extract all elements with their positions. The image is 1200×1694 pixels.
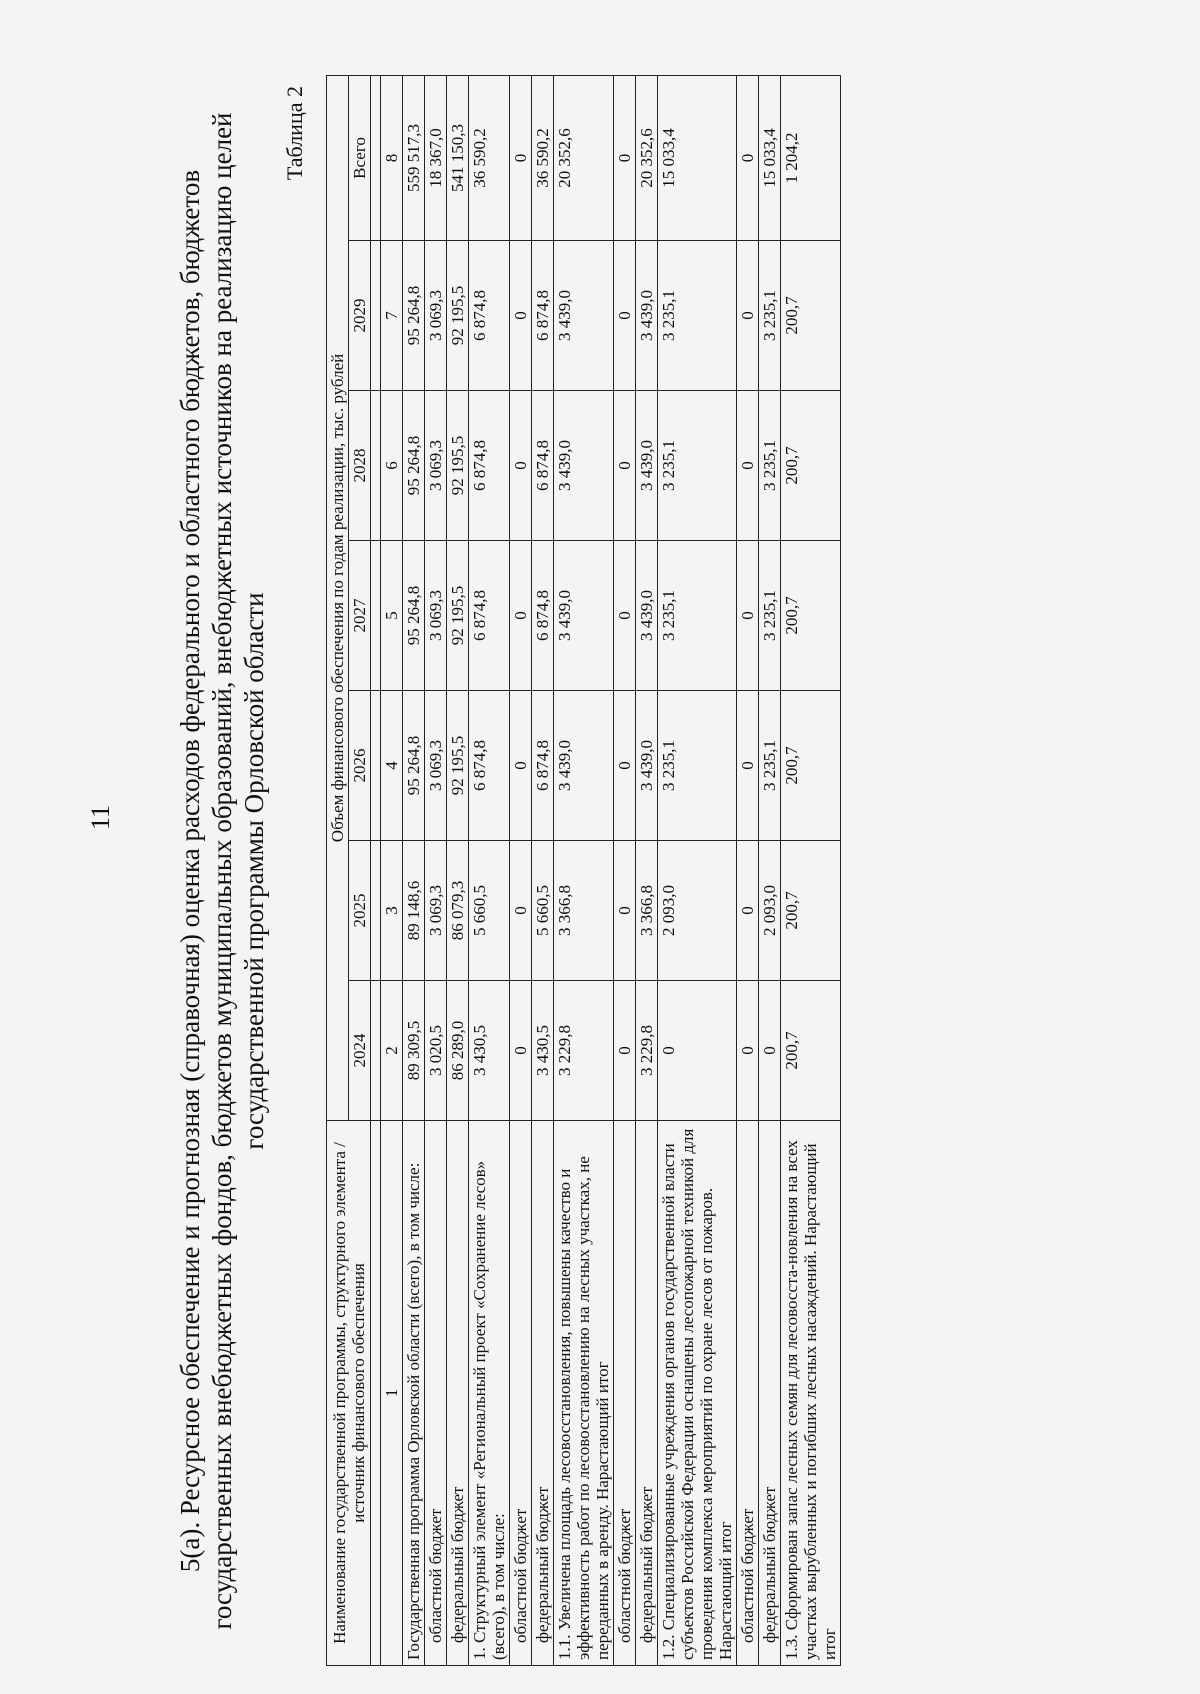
row-label: 1.3. Сформирован запас лесных семян для лесовосста-новления на всех участках вырубленных и погибших лесных насаждений. Нарастающий итог (781, 1121, 841, 1666)
table-row (469, 75, 510, 1665)
row-total-cell: 0 (510, 75, 532, 240)
row-total-cell: 36 590,2 (469, 75, 510, 240)
table-caption: Таблица 2 (282, 86, 307, 181)
row-value-cell: 3 430,5 (469, 981, 510, 1121)
row-value-cell: 6 874,8 (469, 541, 510, 691)
row-value-cell: 3 069,3 (425, 241, 447, 391)
row-value-cell: 3 020,5 (425, 981, 447, 1121)
header-year: 2029 (349, 241, 371, 391)
row-value-cell: 3 235,1 (658, 691, 737, 841)
row-label: федеральный бюджет (447, 1121, 469, 1666)
table-row (781, 75, 841, 1665)
column-number: 4 (381, 691, 403, 841)
row-value-cell: 3 069,3 (425, 391, 447, 541)
row-value-cell: 0 (614, 541, 636, 691)
row-value-cell: 200,7 (781, 241, 841, 391)
row-value-cell: 0 (510, 981, 532, 1121)
row-value-cell: 3 235,1 (759, 691, 781, 841)
table-row (737, 75, 759, 1665)
row-value-cell: 0 (737, 981, 759, 1121)
spacer-row (371, 75, 381, 1665)
row-value-cell: 0 (510, 241, 532, 391)
row-value-cell: 3 235,1 (658, 241, 737, 391)
row-value-cell: 89 148,6 (403, 841, 425, 981)
row-total-cell: 541 150,3 (447, 75, 469, 240)
column-number: 7 (381, 241, 403, 391)
row-value-cell: 3 069,3 (425, 841, 447, 981)
row-value-cell: 0 (614, 981, 636, 1121)
row-value-cell: 6 874,8 (469, 391, 510, 541)
row-value-cell: 92 195,5 (447, 691, 469, 841)
row-value-cell: 3 366,8 (554, 841, 614, 981)
row-value-cell: 0 (737, 841, 759, 981)
row-value-cell: 0 (614, 841, 636, 981)
row-value-cell: 86 289,0 (447, 981, 469, 1121)
row-total-cell: 18 367,0 (425, 75, 447, 240)
row-value-cell: 3 235,1 (658, 391, 737, 541)
table-row (425, 75, 447, 1665)
row-value-cell: 2 093,0 (658, 841, 737, 981)
row-value-cell: 200,7 (781, 981, 841, 1121)
table-row (447, 75, 469, 1665)
row-value-cell: 95 264,8 (403, 691, 425, 841)
table-row (532, 75, 554, 1665)
row-value-cell: 3 430,5 (532, 981, 554, 1121)
row-value-cell: 6 874,8 (532, 541, 554, 691)
table-body (403, 75, 841, 1665)
row-value-cell: 3 439,0 (554, 241, 614, 391)
row-value-cell: 5 660,5 (532, 841, 554, 981)
row-value-cell: 89 309,5 (403, 981, 425, 1121)
column-number: 1 (381, 1121, 403, 1666)
column-number-row (381, 75, 403, 1665)
header-row-top (327, 75, 349, 1665)
row-value-cell: 3 439,0 (636, 391, 658, 541)
row-value-cell: 3 235,1 (759, 391, 781, 541)
row-value-cell: 3 069,3 (425, 691, 447, 841)
header-volume: Объем финансового обеспечения по годам реализации, тыс. рублей (327, 75, 349, 1120)
row-value-cell: 5 660,5 (469, 841, 510, 981)
row-label: областной бюджет (614, 1121, 636, 1666)
header-year: 2025 (349, 841, 371, 981)
page-number: 11 (86, 804, 115, 830)
row-label: областной бюджет (510, 1121, 532, 1666)
rotated-page-content (174, 76, 841, 1666)
row-value-cell: 0 (614, 241, 636, 391)
table-row (759, 75, 781, 1665)
header-year: 2026 (349, 691, 371, 841)
row-value-cell: 0 (510, 541, 532, 691)
row-total-cell: 36 590,2 (532, 75, 554, 240)
row-label: Государственная программа Орловской области (всего), в том числе: (403, 1121, 425, 1666)
row-value-cell: 0 (658, 981, 737, 1121)
row-value-cell: 6 874,8 (532, 691, 554, 841)
column-number: 2 (381, 981, 403, 1121)
row-value-cell: 0 (737, 691, 759, 841)
row-label: федеральный бюджет (532, 1121, 554, 1666)
budget-table (326, 75, 841, 1666)
row-value-cell: 3 439,0 (636, 691, 658, 841)
table-row (554, 75, 614, 1665)
row-value-cell: 6 874,8 (532, 391, 554, 541)
row-value-cell: 3 235,1 (759, 241, 781, 391)
row-label: 1.2. Специализированные учреждения органов государственной власти субъектов Российской Федерации оснащены лесопожарной техникой для проведения комплекса мероприятий по охране лесов от пожаров. Нарастающий итог (658, 1121, 737, 1666)
row-value-cell: 86 079,3 (447, 841, 469, 981)
row-total-cell: 15 033,4 (658, 75, 737, 240)
row-label: 1.1. Увеличена площадь лесовосстановления, повышены качество и эффективность работ по лесовосстановлению на лесных участках, не переданных в аренду. Нарастающий итог (554, 1121, 614, 1666)
column-number: 3 (381, 841, 403, 981)
row-value-cell: 200,7 (781, 391, 841, 541)
table-row (403, 75, 425, 1665)
row-value-cell: 0 (510, 691, 532, 841)
row-value-cell: 2 093,0 (759, 841, 781, 981)
row-value-cell: 92 195,5 (447, 241, 469, 391)
row-value-cell: 0 (614, 391, 636, 541)
row-label: областной бюджет (425, 1121, 447, 1666)
row-value-cell: 0 (759, 981, 781, 1121)
row-value-cell: 95 264,8 (403, 541, 425, 691)
row-value-cell: 3 439,0 (636, 541, 658, 691)
row-value-cell: 3 229,8 (554, 981, 614, 1121)
row-value-cell: 0 (737, 241, 759, 391)
row-value-cell: 92 195,5 (447, 391, 469, 541)
row-value-cell: 3 439,0 (636, 241, 658, 391)
header-year: 2028 (349, 391, 371, 541)
row-value-cell: 200,7 (781, 541, 841, 691)
row-label: областной бюджет (737, 1121, 759, 1666)
row-value-cell: 3 235,1 (759, 541, 781, 691)
column-number: 5 (381, 541, 403, 691)
header-year: 2024 (349, 981, 371, 1121)
row-total-cell: 20 352,6 (636, 75, 658, 240)
row-value-cell: 3 069,3 (425, 541, 447, 691)
row-value-cell: 95 264,8 (403, 241, 425, 391)
column-number: 6 (381, 391, 403, 541)
row-total-cell: 559 517,3 (403, 75, 425, 240)
row-value-cell: 6 874,8 (469, 691, 510, 841)
row-value-cell: 0 (510, 841, 532, 981)
row-total-cell: 0 (737, 75, 759, 240)
header-name: Наименование государственной программы, структурного элемента / источник финансового обеспечения (327, 1121, 371, 1666)
column-number: 8 (381, 75, 403, 240)
row-value-cell: 0 (510, 391, 532, 541)
row-value-cell: 6 874,8 (469, 241, 510, 391)
table-row (658, 75, 737, 1665)
row-value-cell: 3 235,1 (658, 541, 737, 691)
row-total-cell: 1 204,2 (781, 75, 841, 240)
row-value-cell: 200,7 (781, 691, 841, 841)
row-total-cell: 15 033,4 (759, 75, 781, 240)
row-value-cell: 3 439,0 (554, 691, 614, 841)
header-total: Всего (349, 75, 371, 240)
row-value-cell: 3 366,8 (636, 841, 658, 981)
row-value-cell: 3 439,0 (554, 541, 614, 691)
row-label: федеральный бюджет (759, 1121, 781, 1666)
row-label: 1. Структурный элемент «Региональный проект «Сохранение лесов» (всего), в том числе: (469, 1121, 510, 1666)
row-total-cell: 20 352,6 (554, 75, 614, 240)
row-value-cell: 92 195,5 (447, 541, 469, 691)
table-row (614, 75, 636, 1665)
table-row (510, 75, 532, 1665)
row-value-cell: 0 (614, 691, 636, 841)
page-title: 5(а). Ресурсное обеспечение и прогнозная (справочная) оценка расходов федерального и областного бюджетов, бюджетов государственных внебюджетных фондов, бюджетов муниципальных образований, внебюджетных источников на реализацию целей государственной программы Орловской области (175, 112, 269, 1630)
row-value-cell: 3 229,8 (636, 981, 658, 1121)
row-value-cell: 0 (737, 391, 759, 541)
row-value-cell: 3 439,0 (554, 391, 614, 541)
row-value-cell: 6 874,8 (532, 241, 554, 391)
row-value-cell: 0 (737, 541, 759, 691)
row-value-cell: 200,7 (781, 841, 841, 981)
header-year: 2027 (349, 541, 371, 691)
row-label: федеральный бюджет (636, 1121, 658, 1666)
row-value-cell: 95 264,8 (403, 391, 425, 541)
table-row (636, 75, 658, 1665)
row-total-cell: 0 (614, 75, 636, 240)
